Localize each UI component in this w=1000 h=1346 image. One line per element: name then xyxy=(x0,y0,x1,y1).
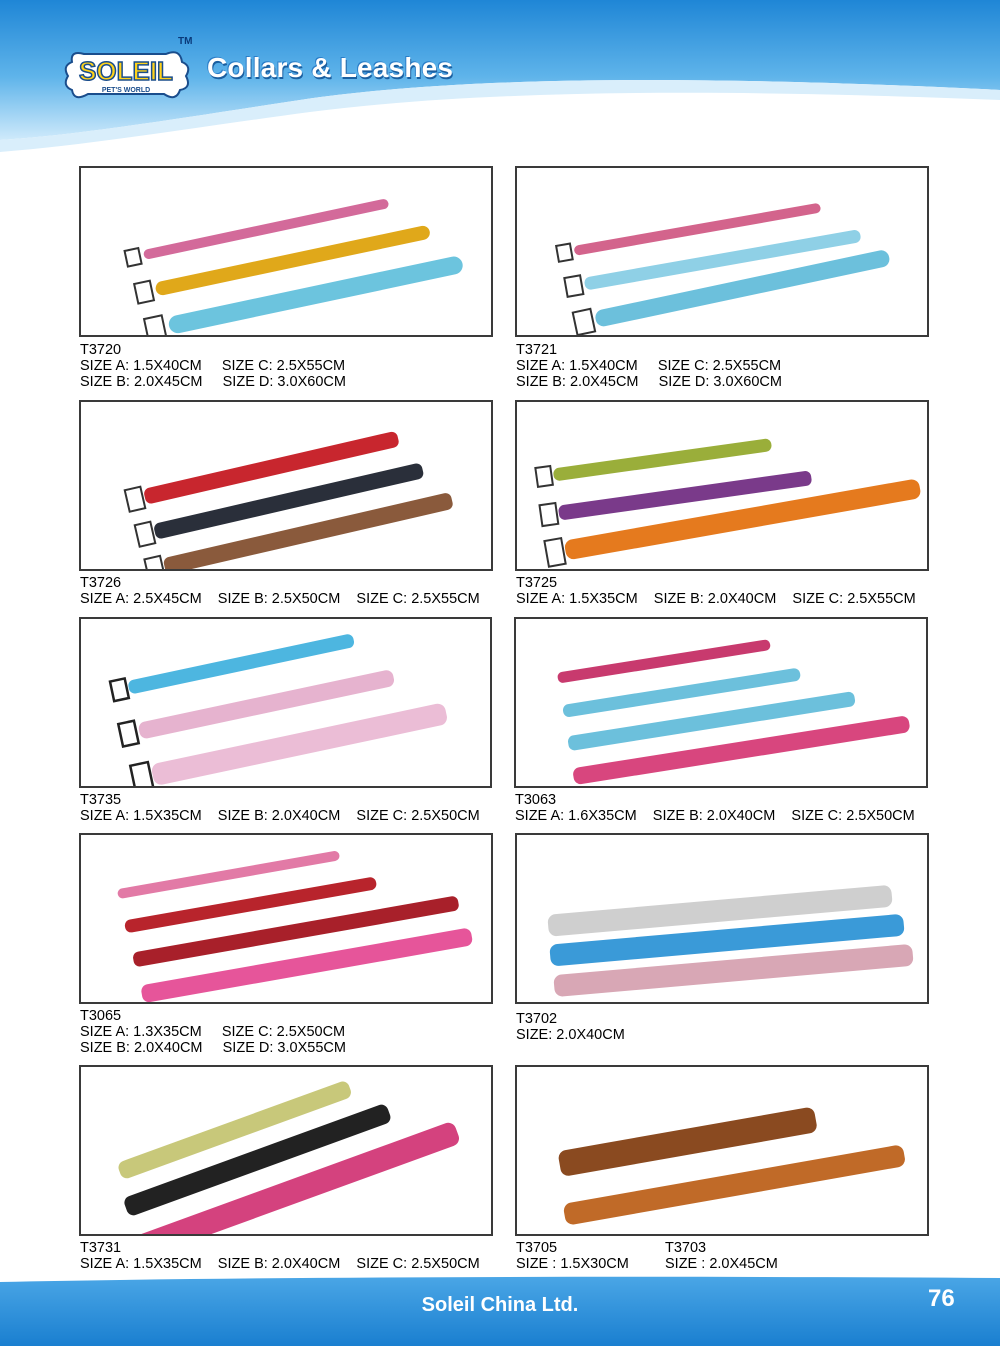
product-code: T3063 xyxy=(515,792,557,808)
page-title: Collars & Leashes xyxy=(207,52,454,83)
collar-pink xyxy=(125,195,390,266)
product-code: T3721 xyxy=(516,342,558,358)
product-sizes: SIZE B: 2.0X45CM SIZE D: 3.0X60CM xyxy=(80,374,346,390)
product-sizes: SIZE A: 1.3X35CM SIZE C: 2.5X50CM xyxy=(80,1024,346,1040)
product-photo-t3725 xyxy=(515,400,929,571)
product-sizes: SIZE B: 2.0X45CM SIZE D: 3.0X60CM xyxy=(516,374,782,390)
product-photo-t3721 xyxy=(515,166,929,337)
product-photo-t3065 xyxy=(79,833,493,1004)
product-sizes: SIZE A: 1.5X35CM SIZE B: 2.0X40CM SIZE C: 2.5X55CM xyxy=(516,591,916,607)
product-code: T3731 xyxy=(80,1240,122,1256)
product-photo-t3705-t3703 xyxy=(515,1065,929,1236)
product-sizes: SIZE A: 2.5X45CM SIZE B: 2.5X50CM SIZE C: 2.5X55CM xyxy=(80,591,480,607)
product-code: T3726 xyxy=(80,575,122,591)
product-photo-t3735 xyxy=(79,617,492,788)
product-sizes: SIZE A: 1.5X35CM SIZE B: 2.0X40CM SIZE C: 2.5X50CM xyxy=(80,808,480,824)
product-code: T3720 xyxy=(80,342,122,358)
product-sizes: SIZE A: 1.5X35CM SIZE B: 2.0X40CM SIZE C: 2.5X50CM xyxy=(80,1256,480,1272)
product-sizes: SIZE : 2.0X45CM xyxy=(665,1256,778,1272)
svg-text:SOLEIL: SOLEIL xyxy=(79,56,173,86)
product-photo-t3702 xyxy=(515,833,929,1004)
product-code: T3702 xyxy=(516,1011,558,1027)
product-code: T3725 xyxy=(516,575,558,591)
collar-gold xyxy=(134,222,432,304)
page-number: 76 xyxy=(928,1285,955,1312)
company-name: Soleil China Ltd. xyxy=(421,1294,579,1316)
product-sizes: SIZE : 1.5X30CM xyxy=(516,1256,629,1272)
trademark-mark: TM xyxy=(178,36,193,47)
product-photo-t3720 xyxy=(79,166,493,337)
product-photo-t3063 xyxy=(514,617,928,788)
soleil-logo xyxy=(58,36,198,108)
product-sizes: SIZE A: 1.5X40CM SIZE C: 2.5X55CM xyxy=(80,358,346,374)
product-photo-t3731 xyxy=(79,1065,493,1236)
page-header xyxy=(0,0,1000,160)
svg-text:PET'S WORLD: PET'S WORLD xyxy=(101,87,151,94)
product-sizes: SIZE A: 1.6X35CM SIZE B: 2.0X40CM SIZE C: 2.5X50CM xyxy=(515,808,915,824)
product-code: T3703 xyxy=(665,1240,707,1256)
product-sizes: SIZE A: 1.5X40CM SIZE C: 2.5X55CM xyxy=(516,358,782,374)
product-code: T3065 xyxy=(80,1008,122,1024)
product-code: T3705 xyxy=(516,1240,558,1256)
product-code: T3735 xyxy=(80,792,122,808)
product-sizes: SIZE: 2.0X40CM xyxy=(516,1027,625,1043)
product-photo-t3726 xyxy=(79,400,493,571)
product-sizes: SIZE B: 2.0X40CM SIZE D: 3.0X55CM xyxy=(80,1040,346,1056)
